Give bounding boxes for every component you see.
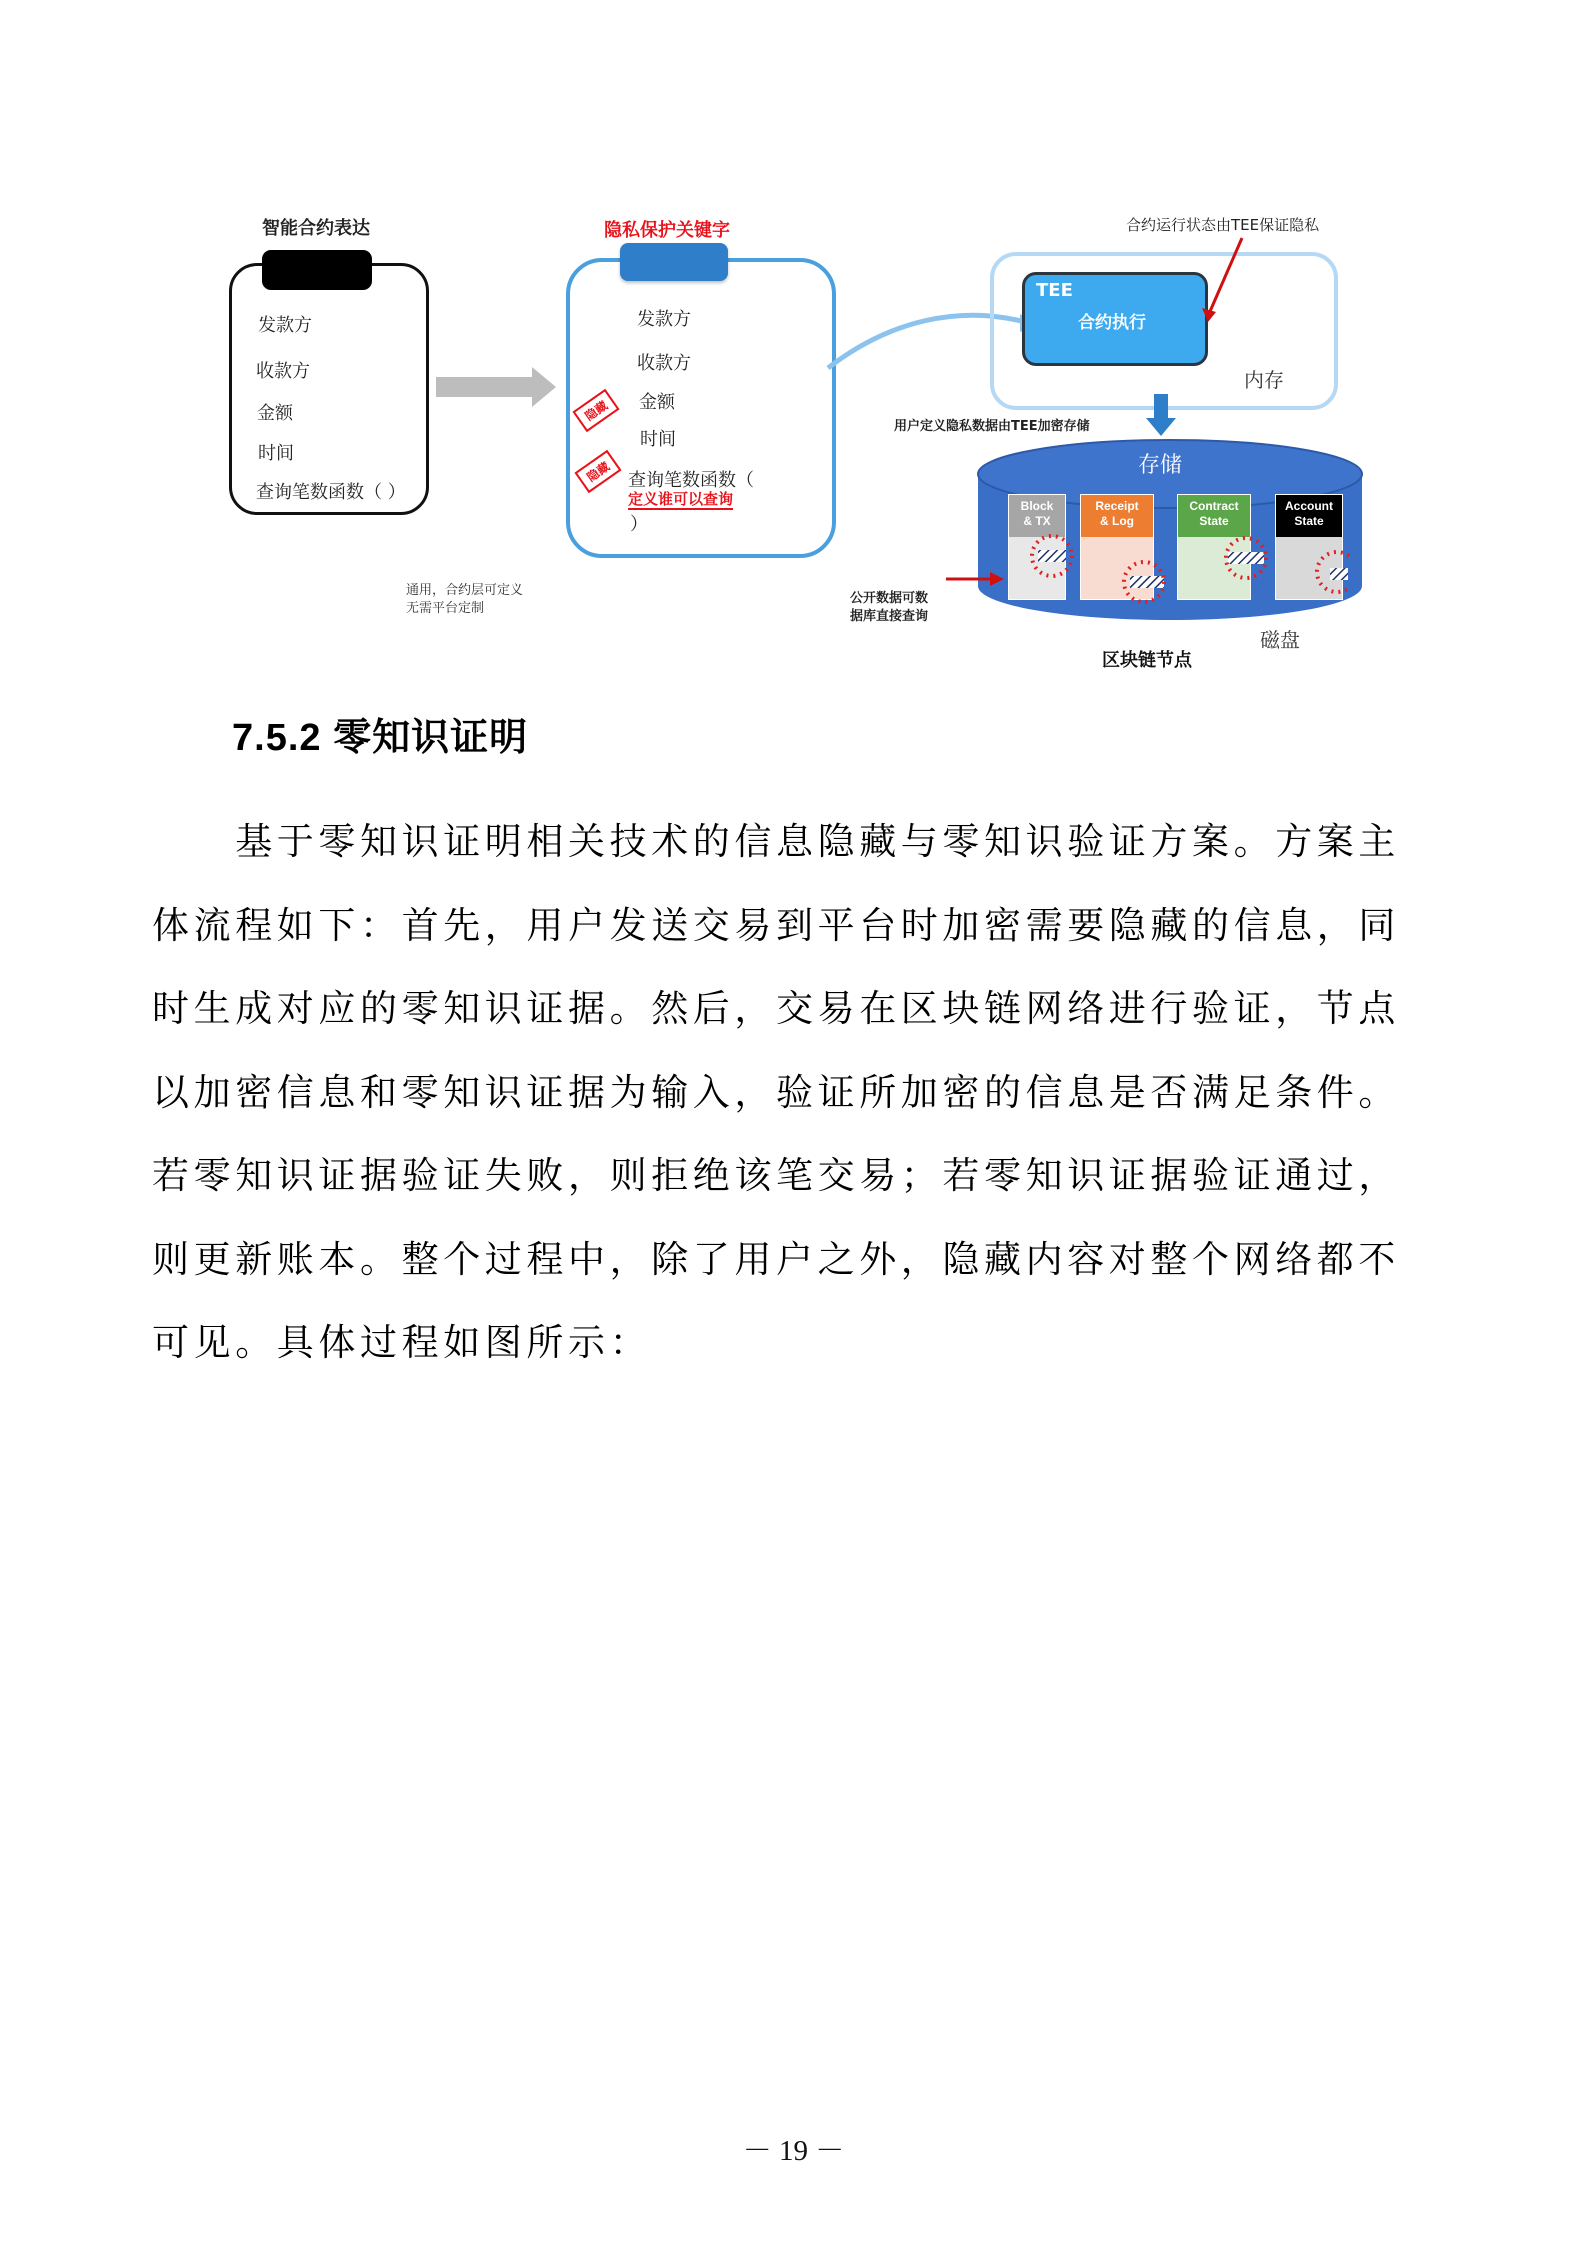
- paragraph-line: 若零知识证据验证失败，则拒绝该笔交易；若零知识证据验证通过，: [152, 1154, 1400, 1197]
- section-heading: 7.5.2 零知识证明: [232, 717, 529, 759]
- paragraph-line: 以加密信息和零知识证据为输入，验证所加密的信息是否满足条件。: [152, 1070, 1400, 1114]
- section-paragraph: [152, 800, 1452, 1385]
- red-pointer-arrow-icon: [1200, 236, 1250, 326]
- left-note: 通用，合约层可定义 无需平台定制: [406, 583, 524, 616]
- left-field-3: 金额: [257, 403, 293, 424]
- middle-field-5: 查询笔数函数（: [628, 470, 754, 491]
- middle-field-3: 金额: [639, 392, 675, 413]
- left-field-1: 发款方: [258, 315, 312, 336]
- left-field-5: 查询笔数函数（ ）: [256, 482, 406, 503]
- blockchain-node-label: 区块链节点: [1102, 650, 1192, 671]
- query-annotation: 定义谁可以查询: [628, 490, 734, 508]
- card-clip-blue: [620, 243, 728, 281]
- hidden-stamp-query: 隐藏: [574, 450, 621, 493]
- closing-paren: ）: [630, 514, 648, 535]
- left-field-4: 时间: [258, 443, 294, 464]
- store-col-contract: Contract State: [1177, 494, 1251, 600]
- down-arrow-icon: [1146, 394, 1176, 438]
- public-data-note: 公开数据可数 据库直接查询: [850, 591, 929, 624]
- middle-field-4: 时间: [640, 429, 676, 450]
- encrypt-note: 用户定义隐私数据由TEE加密存储: [894, 419, 1090, 434]
- paragraph-line: 可见。具体过程如图所示：: [152, 1321, 652, 1364]
- middle-panel-title: 隐私保护关键字: [604, 220, 730, 241]
- store-col-block: Block & TX: [1008, 494, 1066, 600]
- disk-label: 磁盘: [1260, 628, 1300, 652]
- public-data-arrow-icon: [946, 570, 1006, 588]
- encrypted-cell-markers: [1000, 530, 1350, 610]
- storage-title: 存储: [1138, 453, 1183, 478]
- paragraph-line: 基于零知识证明相关技术的信息隐藏与零知识验证方案。方案主: [152, 820, 1400, 863]
- card-clip: [262, 250, 372, 290]
- middle-field-1: 发款方: [637, 309, 691, 330]
- left-field-2: 收款方: [256, 361, 310, 382]
- tee-action: 合约执行: [1078, 313, 1146, 333]
- tee-label: TEE: [1036, 280, 1073, 301]
- store-col-receipt: Receipt & Log: [1080, 494, 1154, 600]
- memory-label: 内存: [1244, 368, 1284, 392]
- page-number: － 19 －: [742, 2135, 845, 2167]
- left-panel-title: 智能合约表达: [262, 218, 370, 239]
- paragraph-line: 体流程如下：首先，用户发送交易到平台时加密需要隐藏的信息，同: [152, 903, 1400, 947]
- hidden-stamp-amount: 隐藏: [572, 389, 619, 432]
- store-col-account: Account State: [1275, 494, 1343, 600]
- grey-arrow-icon: [436, 365, 560, 409]
- middle-field-2: 收款方: [637, 353, 691, 374]
- paragraph-line: 则更新账本。整个过程中，除了用户之外，隐藏内容对整个网络都不: [152, 1237, 1400, 1281]
- tee-callout: 合约运行状态由TEE保证隐私: [1126, 216, 1320, 234]
- paragraph-line: 时生成对应的零知识证据。然后，交易在区块链网络进行验证，节点: [152, 987, 1400, 1030]
